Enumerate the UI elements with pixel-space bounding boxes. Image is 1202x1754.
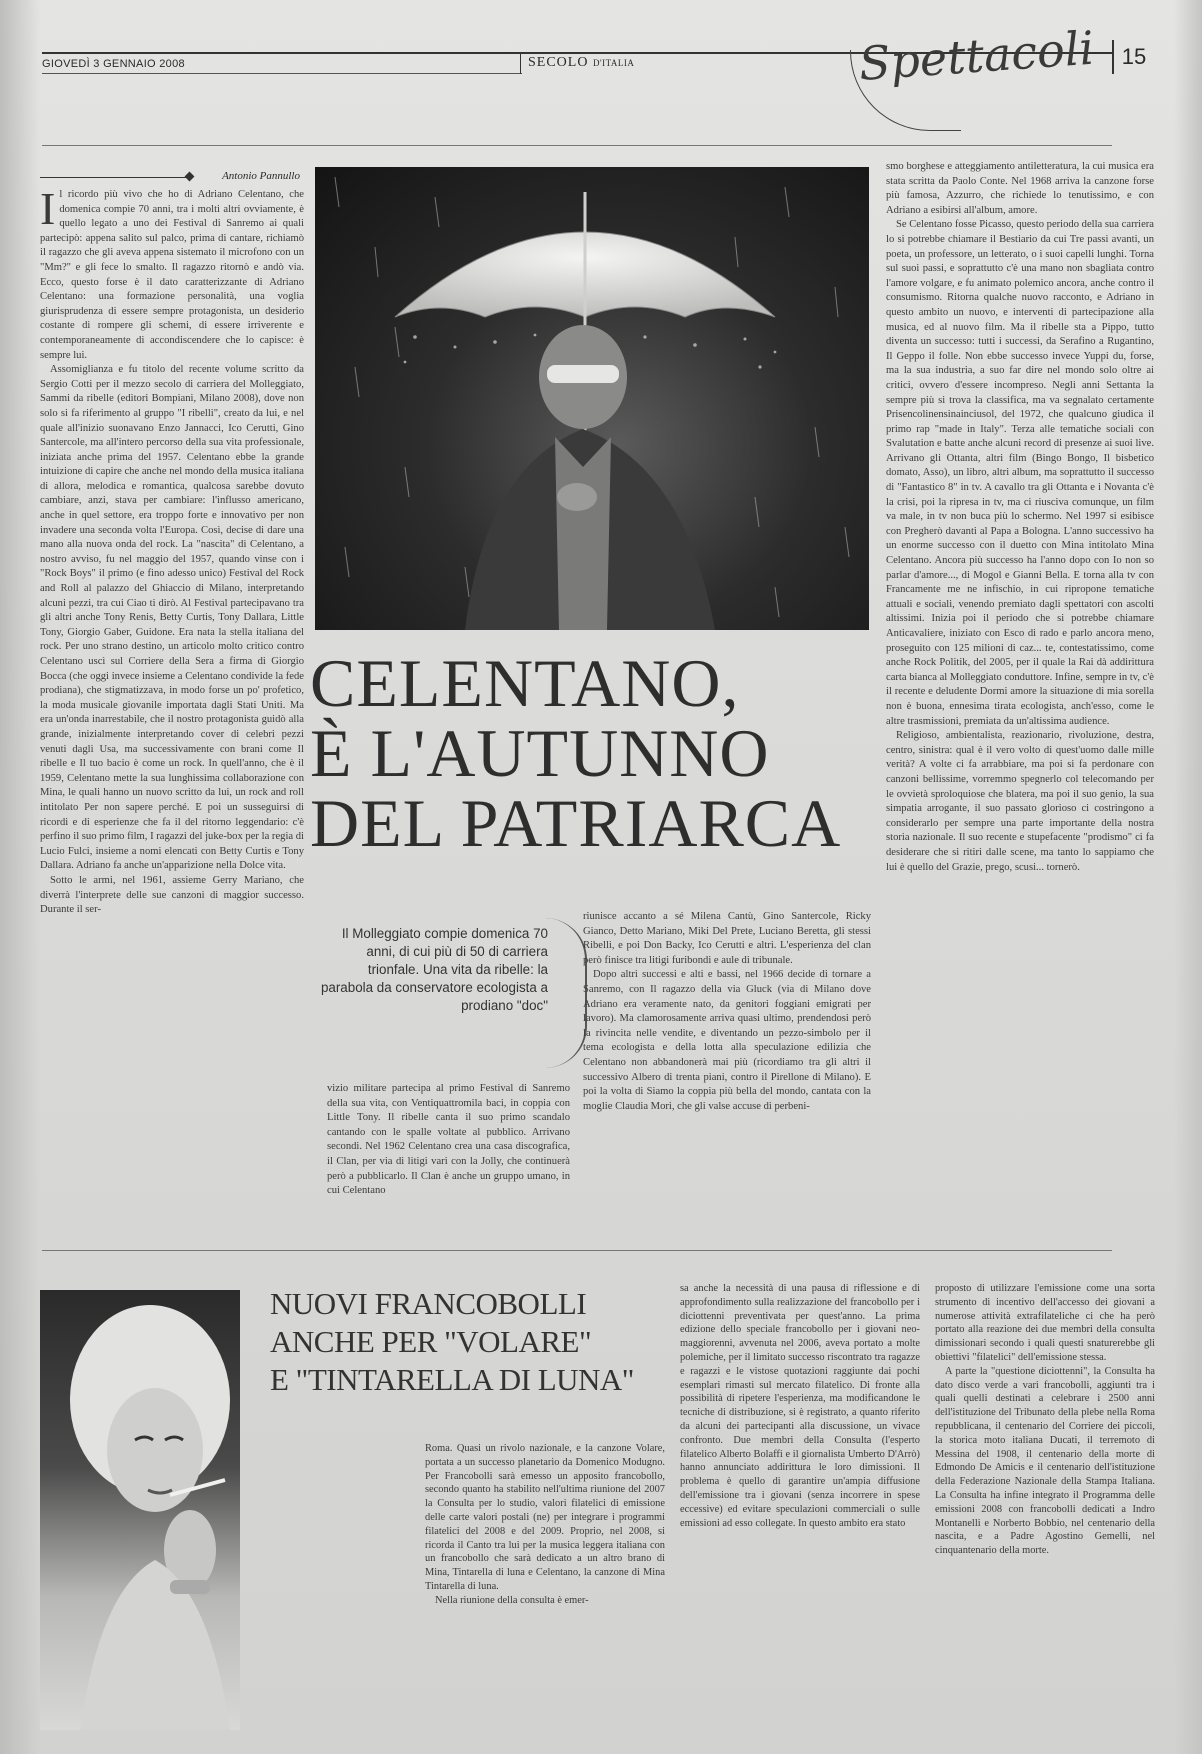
article2-column-2 (680, 1282, 920, 1740)
subtitle-bracket (545, 918, 587, 1068)
header-rule-lower (42, 73, 522, 74)
article2-column-3 (935, 1282, 1155, 1740)
page-number: 15 (1112, 40, 1154, 74)
top-rule (42, 145, 1112, 146)
dropcap: I (40, 188, 56, 234)
article-separator (42, 1250, 1112, 1251)
mina-portrait-photo (40, 1290, 240, 1730)
paper-name-main: SECOLO (528, 55, 589, 70)
headline2-line-2: ANCHE PER "VOLARE" (270, 1324, 592, 1359)
article2-paragraph: Roma. Quasi un rivolo nazionale, e la canzone Volare, portata a un successo planetario da Domenico Modugno. Per Francobolli sarà emesso un apposito francobollo, secondo quanto ha stabilito nell'ultima riunione del 2007 la Consulta per lo studio, valori filatelici di emissione delle carte valori postali (ne) per integrare i programmi filatelici del 2008 e del 2009. Proprio, nel 2008, si ricorda il Canto tra lui per la musica leggera italiana con un francobollo che sarà dedicato a un altro brano di Mina, Tintarella di luna e Celentano, la canzone di Mina Tintarella di luna. (425, 1443, 665, 1592)
page-shadow-left (0, 0, 40, 1754)
sunglasses (547, 365, 619, 383)
article1-column-3 (583, 910, 871, 1232)
header-separator (520, 52, 521, 74)
paper-name (528, 55, 634, 71)
article2-paragraph: sa anche la necessità di una pausa di riflessione e di approfondimento sulla realizzazione del francobollo per i diciottenni preventivata per quest'anno. La prima edizione dello speciale francobollo per i giovani neo-maggiorenni, avvenuta nel 2006, aveva portato a molte polemiche, per il limitato successo riscontrato tra ragazze e ragazzi e le vistose quotazioni raggiunte dai pochi esemplari rimasti sul mercato filatelico. Di fronte alla possibilità di ripetere l'esperienza, ma modificandone le tecniche di distribuzione, si è registrato, a quanto riferito da alcuni dei partecipanti alla discussione, un vivace confronto. Due membri della Consulta (l'esperto filatelico Alberto Bolaffi e il giornalista Umberto D'Arrò) hanno annunciato addirittura le loro dimissioni. Il problema è quello di garantire un'ampia diffusione dell'emissione tra i giovani (senza incorrere in spese eccessive) ed evitare speculazioni commerciali o sulle emissioni ad esso collegate. In questo ambito era stato (680, 1283, 920, 1529)
paper-name-sub: D'ITALIA (592, 58, 635, 68)
article1-paragraph: Se Celentano fosse Picasso, questo periodo della sua carriera lo si potrebbe chiamare il Bestiario da cui Tre passi avanti, un poeta, un professore, un letterato, o i suoi capelli lunghi. Torna sul suoi passi, e soprattutto c'è una mano non sbagliata contro l'amore volgare, e fu animato polemico ancora, anche contro il consumismo. Ritorna qualche nuovo racconto, e Adriano in questo ambito un nuovo, e interventi di partecipazione alla musica, ed al nuovo film. Ma il ribelle sta a Pippo, tutto diventa un successo: tutti i successi, da Serafino a Rugantino, Il Geppo il folle. Non ebbe successo invece Yuppi du, forse, ma la sua industria, a suo far dire nel mondo solo oltre ai critici, ovvero d'essere incompreso. Negli anni Settanta la sempre più si trova la classifica, ma va segnalato certamente Prisencolinensinainciusol, del 1972, che qualcuno giudica il primo rap "made in Italy". Terza alle tematiche sociali con Svalutation e batte anche alcuni record di presenze ai suoi live. Arrivano gli Ottanta, altri film (Bingo Bongo, Il bisbetico domato, Asso), un libro, altri album, ma soprattutto il successo di "Fantastico 8" in tv. A cavallo tra gli Ottanta e i Novanta c'è la crisi, poi la ripresa in tv, ma ci riusciva comunque, un film va male, in tv non buca più lo schermo. Nel 1997 si esibisce con Pregherò davanti al Papa a Bologna. L'anno successivo ha un enorme successo con il duetto con Mina intitolato Mina Celentano. Ancora più successo ha l'anno dopo con Io non so parlar d'amore..., di Mogol e Gianni Bella. E torna alla tv con Francamente me ne infischio, in cui ripropone tematiche attuali e sociali, venendo premiato dagli spettatori con ascolti altissimi. Inizia poi il periodo che si potrebbe chiamare Anticavaliere, iniziato con Esco di rado e parlo ancora meno, proseguito con 125 milioni di caz... te, contestatissimo, come anche Rock Politik, del 2005, per il quale la Rai dà addirittura carta bianca al Molleggiato conduttore. Infine, sempre in tv, c'è il recente e deludente Dormi amore la situazione di mia sorella non è buona, ennesima tirata ecologista, anch'esso, come le altre trasmissioni, premiata da un'altissima audience. (886, 219, 1154, 727)
celentano-umbrella-photo (315, 167, 869, 630)
portrait-illustration (40, 1290, 240, 1730)
headline2-line-3: E "TINTARELLA DI LUNA" (270, 1362, 634, 1397)
article1-paragraph: riunisce accanto a sé Milena Cantù, Gino Santercole, Ricky Gianco, Detto Mariano, Miki Del Prete, Luciano Beretta, gli stessi Ribelli, e poi Don Backy, Ico Cerutti e altri. L'esperienza del clan però finisce tra litigi furibondi e aule di tribunale. (583, 911, 871, 966)
article1-column-4 (886, 160, 1154, 1232)
article1-column-1 (40, 188, 304, 1233)
article2-column-1 (425, 1442, 665, 1740)
article1-headline (310, 645, 880, 861)
section-title (857, 20, 1096, 127)
article1-paragraph (40, 188, 304, 363)
section-title-text: Spettacoli (857, 20, 1096, 91)
article1-paragraph: Sotto le armi, nel 1961, assieme Gerry Mariano, che diverrà l'interprete delle sue canzoni di maggior successo. Durante il ser- (40, 874, 304, 916)
headline-line-1: CELENTANO, (310, 645, 740, 721)
article1-paragraph: Dopo altri successi e alti e bassi, nel 1966 decide di tornare a Sanremo, con Il ragazzo della via Gluck (via di Milano dove Adriano era veramente nato, da genitori foggiani emigrati per lavoro). Ma clamorosamente arriva quasi ultimo, prendendosi però la rivincita nelle vendite, e diventando un pezzo-simbolo per il tema ecologista e della lotta alla speculazione edilizia che Celentano non abbandonerà mai più (ricordiamo tra gli altri il successivo Albero di trenta piani, contro il Pirellone di Milano). E poi la volta di Siamo la coppia più bella del mondo, cantata con la moglie Claudia Mori, che gli valse accuse di perbeni- (583, 969, 871, 1112)
article1-paragraph: vizio militare partecipa al primo Festival di Sanremo della sua vita, con Ventiquattromila baci, in coppia con Little Tony. Il ribelle canta il suo primo scandalo cantando con le spalle voltate al pubblico. Arrivano secondi. Nel 1962 Celentano crea una casa discografica, il Clan, per via di litigi vari con la Jolly, che continuerà però a pubblicarlo. Il Clan è anche un gruppo umano, in cui Celentano (327, 1083, 570, 1197)
man-hand (557, 483, 597, 511)
page-shadow-right (1174, 0, 1202, 1754)
headline-line-3: DEL PATRIARCA (310, 785, 842, 861)
article2-headline (270, 1285, 680, 1399)
headline2-line-1: NUOVI FRANCOBOLLI (270, 1286, 587, 1321)
article1-subtitle: Il Molleggiato compie domenica 70 anni, di cui più di 50 di carriera trionfale. Una vita da ribelle: la parabola da conservatore ecologista a prodiano "doc" (320, 926, 548, 1013)
article2-paragraph: Nella riunione della consulta è emer- (435, 1594, 589, 1606)
issue-date: GIOVEDÌ 3 GENNAIO 2008 (42, 58, 185, 70)
article1-paragraph: Assomiglianza e fu titolo del recente volume scritto da Sergio Cotti per il mezzo secolo di carriera del Molleggiato, Sammi da ribelle (editori Bompiani, Milano 2008), dove non solo si fa riferimento al gruppo "I ribelli", creato da lui, e nel quale all'inizio suonavano Enzo Jannacci, Ico Cerutti, Gino Santercole, ma all'intero percorso della sua vita professionale, iniziata anche prima del 1957. Celentano ebbe la grande intuizione di capire che anche nel mondo della musica italiana di allora, melodica e romantica, qualcosa sarebbe dovuto cambiare, anzi, stava per cambiare: l'influsso americano, anche in quel settore, era troppo forte e innovativo per non invadere una seconda volta l'Europa. Così, decise di dare una mano alla nuova onda del rock. La "nascita" di Celentano, a nostro avviso, fu nel maggio del 1957, quando vinse con i "Rock Boys" il primo (e fino adesso unico) Festival del Rock and Roll al palazzo del Ghiaccio di Milano, interpretando alcuni pezzi, tra cui Ciao ti dirò. Al Festival partecipavano tra gli altri anche Tony Renis, Betty Curtis, Tony Dallara, Little Tony, Giorgio Gaber, Guidone. Era nata la stella italiana del rock. Per uno strano destino, un articolo molto critico contro Celentano uscì sul Corriere della Sera a firma di Giorgio Bocca (che oggi invece insieme a Celentano condivide la fede prodiana), che stigmatizzava, in modo forse un po' profetico, la moda musicale giovanile importata dagli Stati Uniti. Ma era un'onda inarrestabile, che il nostro protagonista guidò alla grande, inizialmente interpretando cover di celebri pezzi venuti dagli Usa, ma successivamente con brani come Il ribelle e Il tuo bacio è come un rock. In quell'anno, che è il 1959, Celentano mette la sua lunghissima collaborazione con Mina, le quali hanno un nuovo scritto da lui, un rock and roll intitolato Per non sapere perché. E poi un susseguirsi di ricordi e di esperienze che fa il del ritorno leggendario: c'è perfino il suo primo film, I ragazzi del juke-box per la regia di Lucio Fulci, insieme a nomi elencati con Betty Curtis e Tony Dallara. Adriano fa anche un'apparizione nella Dolce vita. (40, 364, 304, 872)
article1-paragraph: smo borghese e atteggiamento antiletteratura, la cui musica era stata scritta da Paolo Conte. Nel 1968 arriva la canzone forse più famosa, Azzurro, che richiede lo tenutissimo, e con Adriano a esibirsi all'album, amore. (886, 161, 1154, 216)
headline-line-2: È L'AUTUNNO (310, 715, 770, 791)
article1-text: l ricordo più vivo che ho di Adriano Celentano, che domenica compie 70 anni, tra i molti altri ovviamente, è quello legato a uno dei Festival di Sanremo ai quali partecipò: appena salito sul palco, prima di cantare, richiamò il ragazzo che gli aveva appena sistemato il microfono con un "Mm?" e gli fece lo smalto. Il ragazzo ritornò e andò via. Ecco, questo forse è il dato caratterizzante di Adriano Celentano: una formazione personalità, una voglia giurisprudenza di essere sempre protagonista, un desiderio costante di rompere gli schemi, di essere irriverente e contemporaneamente di accondiscendere che lo capisce: è sempre lui. (40, 189, 304, 361)
article2-paragraph: proposto di utilizzare l'emissione come una sorta strumento di incentivo dell'accesso dei giovani a numerose attività extrafilateliche ci che ha però portato alla reazione dei due membri della consulta dimissionari secondo i quali questi snaturerebbe gli obiettivi "filatelici" dell'emissione stessa. (935, 1283, 1155, 1363)
article2-paragraph: A parte la "questione diciottenni", la Consulta ha dato disco verde a vari francobolli, aggiunti tra i quali quelli destinati a celebrare i 2500 anni dell'istituzione del Tribunato della plebe nella Roma repubblicana, il centenario del Corriere dei piccoli, la storica moto italiana Ducati, il terremoto di Messina del 1908, il centenario della morte di Edmondo De Amicis e il centenario dell'istituzione della Federazione Nazionale della Stampa Italiana. La Consulta ha infine integrato il Programma delle emissioni 2008 con francobolli dedicati a Indro Montanelli e Norberto Bobbio, nel centenario della nascita, e a Padre Agostino Gemelli, nel cinquantenario della morte. (935, 1365, 1155, 1557)
article1-column-2 (327, 1082, 570, 1232)
article1-paragraph: Religioso, ambientalista, reazionario, rivoluzione, destra, centro, sinistra: qual è il vero volto di quest'uomo dalle mille verità? A volte ci fa arrabbiare, ma poi si fa perdonare con canzoni bellissime, vorremmo spegnerlo col telecomando per le ovvietà sproloquiose che blatera, ma poi il suo genio, la sua simpatia arrogante, il suo passato glorioso ci costringono a considerarlo per sempre una parte importante della nostra storia nazionale. Il suo recente e stupefacente "prodismo" ci fa desiderare che si ritiri dalle scene, ma tanto lo sappiamo che lui è quello del Grazie, prego, scusi... tornerò. (886, 730, 1154, 873)
byline: Antonio Pannullo (222, 170, 300, 182)
photo-illustration (315, 167, 869, 630)
